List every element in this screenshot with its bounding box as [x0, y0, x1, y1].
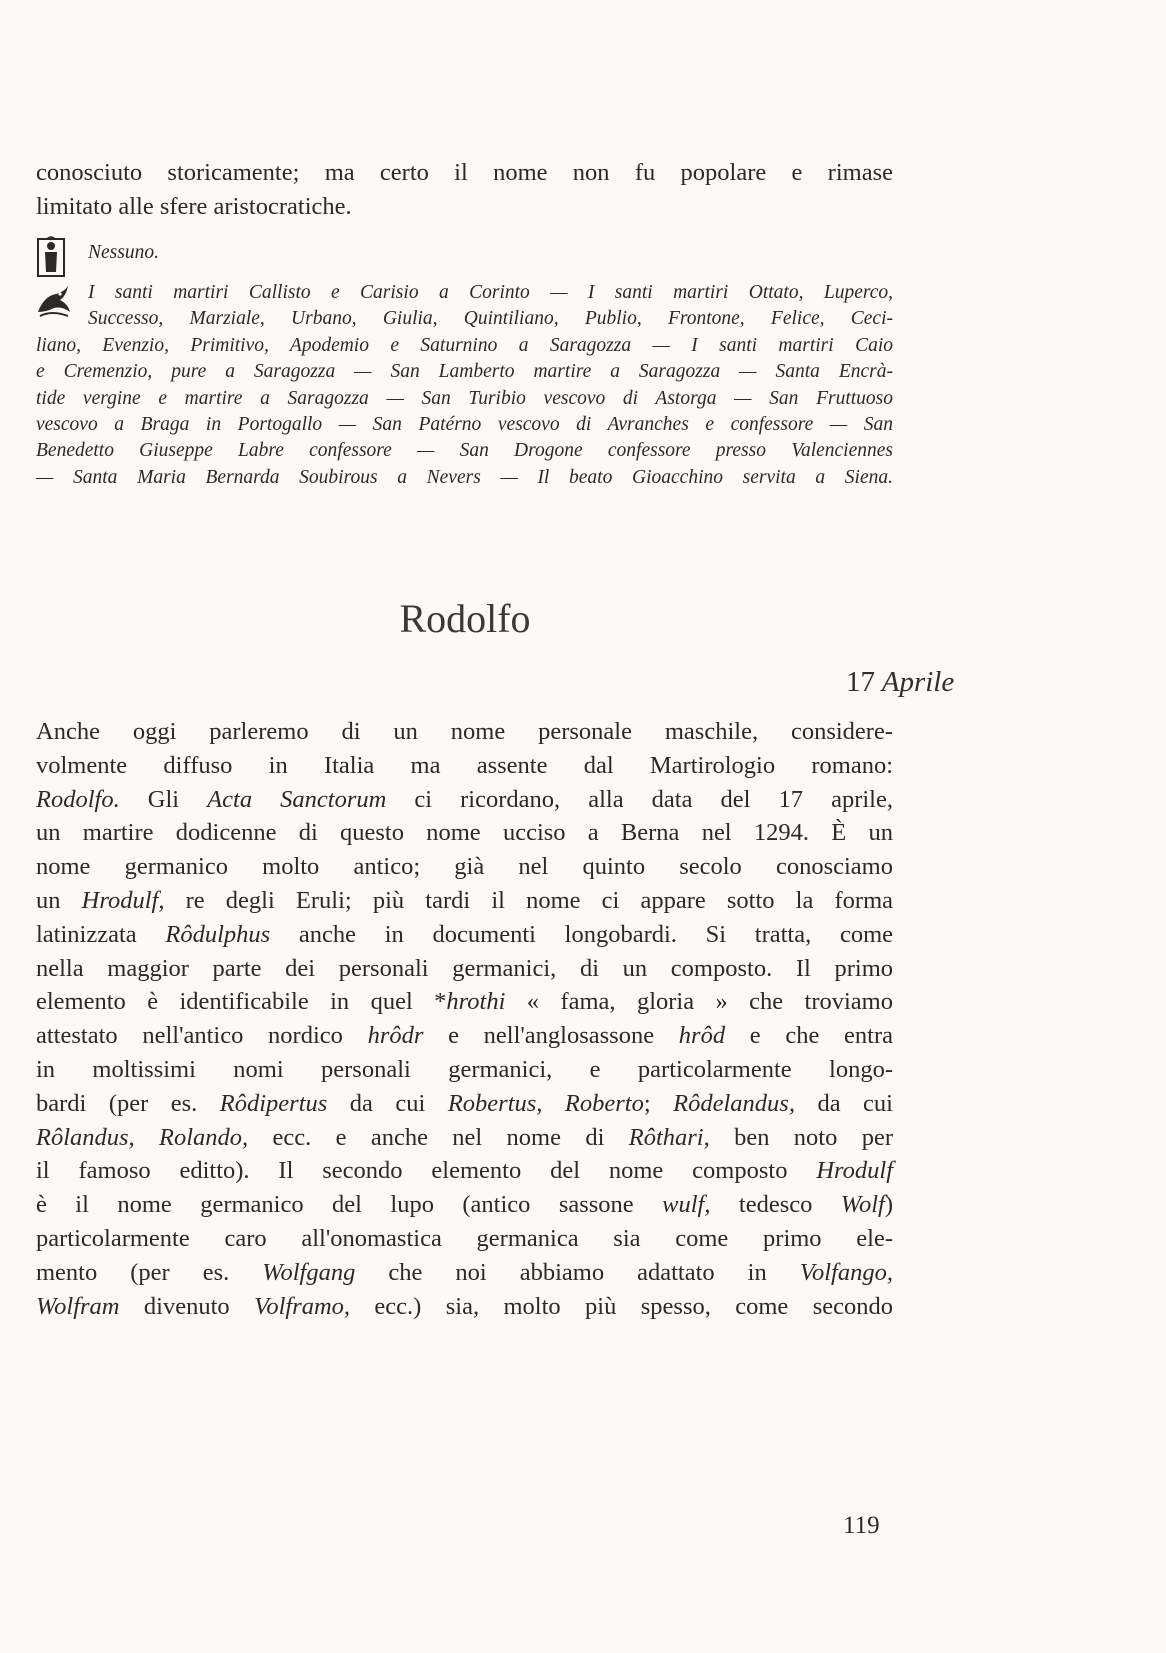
patrons-text: Nessuno.: [88, 242, 159, 263]
italic-term: Hrodulf,: [81, 886, 165, 914]
body-text: Anche oggi parleremo di un nome personale maschile, considere-: [36, 718, 893, 745]
body-text: elemento è identificabile in quel *: [36, 988, 447, 1016]
italic-term: Rôthari,: [628, 1123, 710, 1151]
body-line: [36, 918, 893, 952]
body-text: tedesco: [710, 1191, 841, 1219]
body-text: divenuto: [119, 1292, 255, 1320]
body-line: [36, 749, 893, 783]
body-line: [36, 1188, 893, 1222]
saints-list: [36, 280, 893, 491]
body-text: da cui: [327, 1089, 448, 1117]
saints-line: e Cremenzio, pure a Saragozza — San Lamberto martire a Saragozza — Santa Encrà-: [36, 361, 893, 383]
body-text: ecc.) sia, molto più spesso, come secondo: [350, 1292, 893, 1320]
body-text: Gli: [119, 785, 208, 813]
body-text: attestato nell'antico nordico: [36, 1022, 368, 1050]
body-line: [36, 816, 893, 850]
italic-term: Volframo,: [254, 1292, 351, 1320]
body-line: [36, 1222, 893, 1256]
body-line: [36, 952, 893, 986]
body-line: [36, 715, 893, 749]
body-text: re degli Eruli; più tardi il nome ci appare sotto la forma: [164, 886, 893, 914]
body-text: nella maggior parte dei personali germanici, di un composto. Il primo: [36, 954, 893, 982]
italic-term: Wolf: [840, 1191, 885, 1219]
body-text: « fama, gloria » che troviamo: [505, 988, 893, 1016]
body-line: [36, 985, 893, 1019]
body-text: mento (per es.: [36, 1258, 263, 1286]
body-text: ;: [643, 1089, 674, 1117]
body-text: ): [884, 1191, 893, 1219]
body-line: [36, 1121, 893, 1155]
body-line: [36, 1290, 893, 1324]
body-line: [36, 850, 893, 884]
entry-date-day: 17: [846, 666, 875, 698]
entry-title: Rodolfo: [399, 596, 531, 641]
italic-term: hrothi: [446, 988, 506, 1016]
italic-term: Rôdelandus,: [673, 1089, 795, 1117]
body-text: ecc. e anche nel nome di: [248, 1123, 629, 1151]
italic-term: hrôd: [678, 1022, 726, 1050]
body-text: particolarmente caro all'onomastica germanica sia come primo ele-: [36, 1224, 893, 1252]
saints-line: Benedetto Giuseppe Labre confessore — San Drogone confessore presso Valenciennes: [36, 440, 893, 462]
body-text: da cui: [794, 1089, 893, 1117]
body-text: che noi abbiamo adattato in: [355, 1258, 800, 1286]
italic-term: Acta Sanctorum: [207, 785, 387, 813]
saints-line: Successo, Marziale, Urbano, Giulia, Quintiliano, Publio, Frontone, Felice, Ceci-: [88, 308, 893, 330]
italic-term: Rodolfo.: [36, 785, 120, 813]
italic-term: Wolfgang: [262, 1258, 356, 1286]
italic-term: hrôdr: [367, 1022, 424, 1050]
body-text: volmente diffuso in Italia ma assente dal Martirologio romano:: [36, 751, 893, 779]
body-text: un martire dodicenne di questo nome ucciso a Berna nel 1294. È un: [36, 819, 893, 847]
italic-term: Rôlandus, Rolando,: [36, 1123, 249, 1151]
body-paragraph: [36, 715, 893, 1323]
italic-term: Wolfram: [36, 1292, 120, 1320]
body-text: e nell'anglosassone: [423, 1022, 679, 1050]
body-text: bardi (per es.: [36, 1089, 220, 1117]
entry-date-month: Aprile: [881, 666, 955, 698]
body-text: il famoso editto). Il secondo elemento del nome composto: [36, 1157, 817, 1185]
saints-line: I santi martiri Callisto e Carisio a Corinto — I santi martiri Ottato, Luperco,: [88, 282, 893, 303]
body-text: latinizzata: [36, 920, 166, 948]
body-text: ci ricordano, alla data del 17 aprile,: [386, 785, 893, 813]
saints-line: tide vergine e martire a Saragozza — San Turibio vescovo di Astorga — San Fruttuoso: [36, 387, 893, 409]
patron-figure-icon: [36, 236, 66, 282]
italic-term: wulf,: [662, 1191, 711, 1219]
intro-paragraph: [36, 156, 893, 224]
body-text: e che entra: [725, 1022, 893, 1050]
italic-term: Hrodulf: [816, 1157, 893, 1185]
body-line: [36, 1256, 893, 1290]
page-number: 119: [843, 1512, 880, 1539]
intro-line: conosciuto storicamente; ma certo il nome non fu popolare e rimase: [36, 159, 893, 186]
body-text: nome germanico molto antico; già nel quinto secolo conosciamo: [36, 853, 893, 881]
body-text: anche in documenti longobardi. Si tratta, come: [270, 920, 894, 948]
body-line: [36, 1154, 893, 1188]
body-line: [36, 1019, 893, 1053]
body-line: [36, 1053, 893, 1087]
body-text: è il nome germanico del lupo (antico sassone: [36, 1191, 663, 1219]
body-line: [36, 783, 893, 817]
body-line: [36, 884, 893, 918]
italic-term: Rôdulphus: [165, 920, 271, 948]
body-text: un: [36, 886, 82, 914]
saints-line: vescovo a Braga in Portogallo — San Patérno vescovo di Avranches e confessore — San: [36, 414, 893, 436]
saints-line: liano, Evenzio, Primitivo, Apodemio e Saturnino a Saragozza — I santi martiri Caio: [36, 334, 893, 356]
saints-line: — Santa Maria Bernarda Soubirous a Nevers — Il beato Gioacchino servita a Siena.: [36, 466, 893, 488]
entry-date: [846, 666, 954, 699]
body-line: [36, 1087, 893, 1121]
body-text: in moltissimi nomi personali germanici, e particolarmente longo-: [36, 1055, 893, 1083]
body-text: ben noto per: [709, 1123, 893, 1151]
italic-term: Rôdipertus: [219, 1089, 328, 1117]
intro-line: limitato alle sfere aristocratiche.: [36, 192, 352, 220]
italic-term: Robertus, Roberto: [447, 1089, 644, 1117]
italic-term: Volfango,: [799, 1258, 893, 1286]
